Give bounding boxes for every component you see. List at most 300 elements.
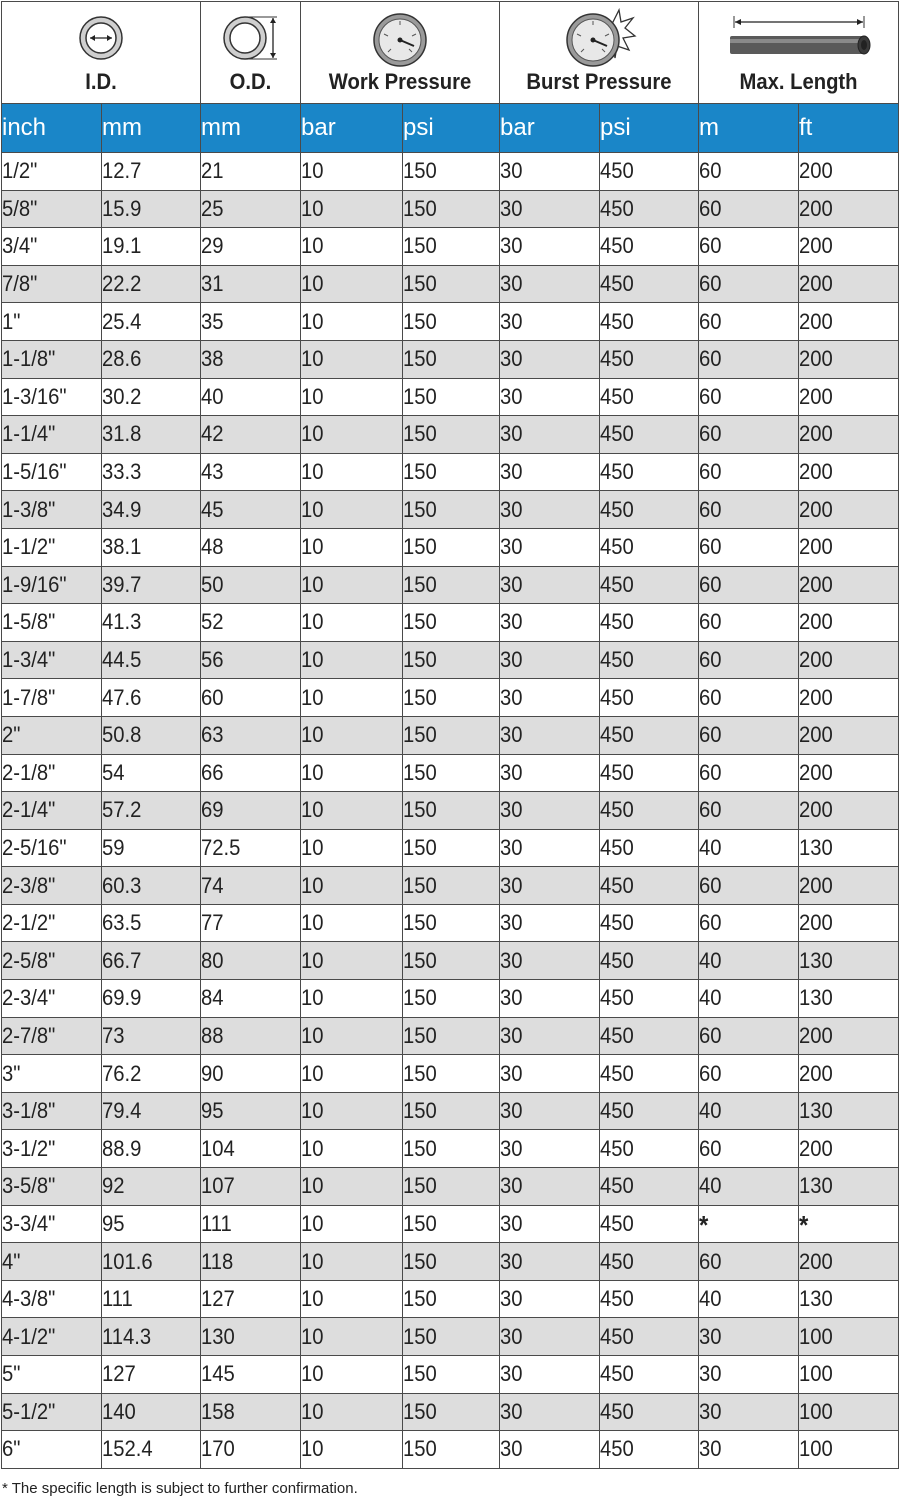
cell-value: 45 [201, 496, 224, 522]
cell-value: 150 [403, 1248, 437, 1274]
cell-work-bar [301, 1205, 403, 1243]
header-id [2, 2, 201, 104]
outer-diameter-ring-icon [211, 8, 291, 68]
cell-value: 63.5 [102, 910, 142, 936]
cell-value: 30 [500, 910, 523, 936]
cell-inch [2, 942, 102, 980]
cell-burst-bar [500, 491, 600, 529]
cell-value: 2-1/4" [2, 797, 56, 823]
cell-work-psi [403, 453, 500, 491]
cell-value: 30 [500, 534, 523, 560]
cell-value: 10 [301, 1098, 324, 1124]
cell-value: 40 [201, 383, 224, 409]
cell-value: 150 [403, 308, 437, 334]
cell-length-m [699, 303, 799, 341]
cell-work-bar [301, 416, 403, 454]
cell-value: 450 [600, 1022, 634, 1048]
cell-value: 150 [403, 233, 437, 259]
cell-work-psi [403, 1393, 500, 1431]
unit-burst-bar: bar [500, 104, 600, 153]
table-row [2, 1356, 899, 1394]
cell-value: 60 [699, 1248, 722, 1274]
cell-burst-bar [500, 265, 600, 303]
cell-value: 200 [799, 158, 833, 184]
cell-value: 10 [301, 722, 324, 748]
cell-burst-psi [600, 679, 699, 717]
cell-value: 38.1 [102, 534, 142, 560]
cell-length-ft [799, 416, 899, 454]
cell-inch [2, 1431, 102, 1469]
unit-burst-psi: psi [600, 104, 699, 153]
header-row [2, 2, 899, 104]
cell-work-bar [301, 1318, 403, 1356]
cell-burst-psi [600, 265, 699, 303]
cell-value: 2-5/16" [2, 834, 67, 860]
cell-value: 150 [403, 1323, 437, 1349]
cell-burst-psi [600, 340, 699, 378]
cell-value: 30 [500, 1060, 523, 1086]
cell-value: 450 [600, 797, 634, 823]
cell-value: 10 [301, 910, 324, 936]
cell-value: 40 [699, 1173, 722, 1199]
cell-work-bar [301, 754, 403, 792]
cell-value: 60.3 [102, 872, 142, 898]
cell-value: 150 [403, 684, 437, 710]
cell-value: 150 [403, 797, 437, 823]
cell-value: 200 [799, 534, 833, 560]
cell-value: 145 [201, 1361, 235, 1387]
cell-od-mm [201, 1092, 301, 1130]
cell-work-psi [403, 153, 500, 191]
table-row [2, 416, 899, 454]
cell-work-psi [403, 754, 500, 792]
cell-value: 30 [500, 421, 523, 447]
cell-value: * [699, 1210, 709, 1241]
cell-id-mm [102, 1356, 201, 1394]
cell-burst-bar [500, 416, 600, 454]
cell-id-mm [102, 378, 201, 416]
cell-value: 60 [201, 684, 224, 710]
cell-value: 30.2 [102, 383, 142, 409]
cell-burst-bar [500, 1017, 600, 1055]
cell-burst-bar [500, 980, 600, 1018]
cell-burst-bar [500, 1092, 600, 1130]
cell-value: 150 [403, 195, 437, 221]
cell-value: 150 [403, 1398, 437, 1424]
cell-value: 38 [201, 346, 224, 372]
cell-value: 29 [201, 233, 224, 259]
cell-inch [2, 528, 102, 566]
cell-burst-bar [500, 453, 600, 491]
cell-value: 10 [301, 759, 324, 785]
cell-length-m [699, 1356, 799, 1394]
cell-value: 200 [799, 684, 833, 710]
cell-length-ft [799, 378, 899, 416]
cell-value: 31.8 [102, 421, 142, 447]
cell-value: 3-3/4" [2, 1210, 56, 1236]
cell-length-m [699, 1205, 799, 1243]
cell-value: 150 [403, 1022, 437, 1048]
cell-work-bar [301, 904, 403, 942]
cell-burst-psi [600, 1130, 699, 1168]
cell-value: 450 [600, 910, 634, 936]
table-row [2, 641, 899, 679]
cell-value: 95 [201, 1098, 224, 1124]
cell-work-bar [301, 190, 403, 228]
cell-value: 2" [2, 722, 21, 748]
cell-inch [2, 1280, 102, 1318]
cell-value: 30 [500, 1361, 523, 1387]
cell-length-m [699, 265, 799, 303]
cell-value: 30 [500, 1323, 523, 1349]
cell-inch [2, 867, 102, 905]
cell-inch [2, 416, 102, 454]
table-row [2, 190, 899, 228]
cell-value: 2-5/8" [2, 947, 56, 973]
cell-work-psi [403, 265, 500, 303]
cell-value: 40 [699, 1098, 722, 1124]
cell-value: 69 [201, 797, 224, 823]
cell-length-ft [799, 153, 899, 191]
cell-value: 200 [799, 1248, 833, 1274]
cell-burst-bar [500, 641, 600, 679]
cell-value: 2-1/8" [2, 759, 56, 785]
cell-value: 450 [600, 1323, 634, 1349]
header-burst-pressure-label: Burst Pressure [526, 69, 672, 94]
cell-value: 1/2" [2, 158, 38, 184]
cell-work-psi [403, 792, 500, 830]
cell-value: 5" [2, 1361, 21, 1387]
cell-value: 77 [201, 910, 224, 936]
cell-od-mm [201, 1393, 301, 1431]
cell-value: 42 [201, 421, 224, 447]
cell-burst-bar [500, 1130, 600, 1168]
cell-value: 150 [403, 947, 437, 973]
cell-value: 5/8" [2, 195, 38, 221]
table-row [2, 1092, 899, 1130]
cell-length-ft [799, 1205, 899, 1243]
cell-value: 31 [201, 271, 224, 297]
header-od [201, 2, 301, 104]
cell-work-psi [403, 1356, 500, 1394]
cell-value: 450 [600, 1210, 634, 1236]
cell-length-ft [799, 566, 899, 604]
cell-work-psi [403, 641, 500, 679]
cell-value: 1-1/2" [2, 534, 56, 560]
cell-value: 66 [201, 759, 224, 785]
cell-value: 450 [600, 308, 634, 334]
cell-value: 10 [301, 233, 324, 259]
table-row [2, 1318, 899, 1356]
cell-length-m [699, 378, 799, 416]
cell-value: 1-1/4" [2, 421, 56, 447]
cell-value: 200 [799, 872, 833, 898]
cell-length-ft [799, 1055, 899, 1093]
cell-work-psi [403, 378, 500, 416]
table-row [2, 1393, 899, 1431]
cell-value: 60 [699, 459, 722, 485]
cell-burst-psi [600, 1356, 699, 1394]
cell-burst-psi [600, 641, 699, 679]
table-row [2, 1017, 899, 1055]
cell-value: 40 [699, 947, 722, 973]
cell-burst-psi [600, 1205, 699, 1243]
cell-burst-psi [600, 416, 699, 454]
cell-value: 10 [301, 346, 324, 372]
cell-value: 30 [500, 1173, 523, 1199]
cell-work-bar [301, 1168, 403, 1206]
cell-length-ft [799, 228, 899, 266]
table-row [2, 867, 899, 905]
cell-value: 73 [102, 1022, 125, 1048]
cell-value: 450 [600, 1098, 634, 1124]
cell-value: 80 [201, 947, 224, 973]
cell-value: 30 [500, 571, 523, 597]
cell-length-m [699, 491, 799, 529]
cell-work-bar [301, 1092, 403, 1130]
cell-value: 150 [403, 722, 437, 748]
cell-length-ft [799, 1017, 899, 1055]
cell-value: 15.9 [102, 195, 142, 221]
cell-value: 60 [699, 158, 722, 184]
cell-value: 44.5 [102, 647, 142, 673]
cell-value: 200 [799, 308, 833, 334]
cell-value: 450 [600, 684, 634, 710]
cell-inch [2, 378, 102, 416]
unit-work-bar: bar [301, 104, 403, 153]
cell-value: 450 [600, 1248, 634, 1274]
cell-od-mm [201, 980, 301, 1018]
cell-value: 30 [500, 233, 523, 259]
cell-value: 100 [799, 1361, 833, 1387]
header-work-pressure-label: Work Pressure [328, 69, 472, 94]
cell-inch [2, 1092, 102, 1130]
cell-od-mm [201, 528, 301, 566]
cell-od-mm [201, 1055, 301, 1093]
cell-value: 79.4 [102, 1098, 142, 1124]
cell-value: 118 [201, 1248, 234, 1274]
cell-work-bar [301, 679, 403, 717]
cell-value: 30 [500, 1022, 523, 1048]
cell-burst-bar [500, 190, 600, 228]
cell-value: 3-5/8" [2, 1173, 56, 1199]
cell-value: 60 [699, 647, 722, 673]
cell-inch [2, 491, 102, 529]
unit-id-mm: mm [102, 104, 201, 153]
cell-value: 30 [500, 1286, 523, 1312]
cell-value: 10 [301, 308, 324, 334]
cell-value: 6" [2, 1436, 21, 1462]
pressure-gauge-icon [370, 8, 430, 72]
cell-value: 30 [500, 195, 523, 221]
cell-value: 60 [699, 195, 722, 221]
table-row [2, 340, 899, 378]
cell-length-m [699, 190, 799, 228]
cell-work-bar [301, 829, 403, 867]
cell-value: 39.7 [102, 571, 142, 597]
cell-work-psi [403, 716, 500, 754]
cell-value: 30 [500, 346, 523, 372]
cell-work-bar [301, 1017, 403, 1055]
cell-value: 30 [699, 1436, 722, 1462]
cell-inch [2, 190, 102, 228]
cell-value: 200 [799, 797, 833, 823]
cell-id-mm [102, 1017, 201, 1055]
table-row [2, 1243, 899, 1281]
cell-inch [2, 1168, 102, 1206]
cell-work-bar [301, 303, 403, 341]
cell-inch [2, 1055, 102, 1093]
cell-value: 10 [301, 647, 324, 673]
table-row [2, 491, 899, 529]
cell-id-mm [102, 1168, 201, 1206]
cell-value: 5-1/2" [2, 1398, 56, 1424]
cell-work-bar [301, 265, 403, 303]
cell-od-mm [201, 190, 301, 228]
cell-value: 60 [699, 797, 722, 823]
cell-length-m [699, 829, 799, 867]
cell-value: 1-3/4" [2, 647, 56, 673]
cell-burst-psi [600, 716, 699, 754]
cell-value: 450 [600, 158, 634, 184]
cell-burst-bar [500, 942, 600, 980]
cell-value: 60 [699, 759, 722, 785]
cell-value: 200 [799, 759, 833, 785]
cell-id-mm [102, 754, 201, 792]
cell-value: 90 [201, 1060, 224, 1086]
cell-value: 200 [799, 421, 833, 447]
unit-inch: inch [2, 104, 102, 153]
cell-value: 34.9 [102, 496, 142, 522]
cell-value: 114.3 [102, 1323, 152, 1349]
cell-od-mm [201, 754, 301, 792]
cell-value: 2-3/8" [2, 872, 56, 898]
cell-length-m [699, 1130, 799, 1168]
cell-burst-psi [600, 1055, 699, 1093]
cell-length-ft [799, 980, 899, 1018]
cell-inch [2, 980, 102, 1018]
cell-length-m [699, 1280, 799, 1318]
cell-value: 40 [699, 1286, 722, 1312]
cell-value: 4" [2, 1248, 21, 1274]
cell-inch [2, 265, 102, 303]
cell-id-mm [102, 340, 201, 378]
table-row [2, 303, 899, 341]
cell-work-psi [403, 1205, 500, 1243]
cell-burst-psi [600, 153, 699, 191]
cell-value: 60 [699, 496, 722, 522]
cell-length-ft [799, 1243, 899, 1281]
table-row [2, 528, 899, 566]
cell-value: 60 [699, 722, 722, 748]
cell-value: 10 [301, 1022, 324, 1048]
cell-id-mm [102, 867, 201, 905]
cell-burst-psi [600, 1431, 699, 1469]
cell-length-ft [799, 491, 899, 529]
cell-burst-bar [500, 867, 600, 905]
cell-value: 200 [799, 609, 833, 635]
table-row [2, 904, 899, 942]
cell-burst-psi [600, 378, 699, 416]
cell-length-m [699, 1431, 799, 1469]
cell-value: 30 [500, 722, 523, 748]
table-row [2, 153, 899, 191]
cell-id-mm [102, 641, 201, 679]
unit-row [2, 104, 899, 153]
cell-burst-psi [600, 792, 699, 830]
cell-value: 130 [799, 947, 833, 973]
cell-od-mm [201, 942, 301, 980]
cell-value: 200 [799, 346, 833, 372]
cell-value: 48 [201, 534, 224, 560]
cell-id-mm [102, 942, 201, 980]
cell-value: 30 [500, 496, 523, 522]
cell-inch [2, 1356, 102, 1394]
unit-length-ft: ft [799, 104, 899, 153]
cell-value: 450 [600, 759, 634, 785]
cell-od-mm [201, 679, 301, 717]
cell-value: 59 [102, 834, 125, 860]
cell-work-psi [403, 904, 500, 942]
cell-value: 84 [201, 985, 224, 1011]
cell-burst-psi [600, 1280, 699, 1318]
cell-value: 63 [201, 722, 224, 748]
cell-value: 10 [301, 1248, 324, 1274]
cell-work-psi [403, 1017, 500, 1055]
header-work-pressure [301, 2, 500, 104]
cell-inch [2, 904, 102, 942]
cell-length-ft [799, 904, 899, 942]
cell-value: 30 [699, 1398, 722, 1424]
cell-value: 10 [301, 609, 324, 635]
cell-value: 150 [403, 534, 437, 560]
cell-burst-bar [500, 1280, 600, 1318]
cell-inch [2, 340, 102, 378]
cell-value: 10 [301, 1436, 324, 1462]
cell-value: 69.9 [102, 985, 142, 1011]
cell-od-mm [201, 1017, 301, 1055]
cell-burst-psi [600, 1168, 699, 1206]
cell-value: 200 [799, 496, 833, 522]
cell-value: 450 [600, 947, 634, 973]
cell-value: 450 [600, 459, 634, 485]
cell-length-ft [799, 1393, 899, 1431]
cell-inch [2, 1318, 102, 1356]
cell-value: 10 [301, 459, 324, 485]
table-row [2, 1168, 899, 1206]
cell-work-bar [301, 1130, 403, 1168]
cell-id-mm [102, 491, 201, 529]
cell-value: 60 [699, 910, 722, 936]
cell-length-ft [799, 265, 899, 303]
header-max-length [699, 2, 899, 104]
cell-length-ft [799, 641, 899, 679]
cell-inch [2, 1205, 102, 1243]
cell-value: 40 [699, 834, 722, 860]
table-row [2, 228, 899, 266]
cell-value: 10 [301, 684, 324, 710]
cell-length-ft [799, 1280, 899, 1318]
cell-work-psi [403, 1431, 500, 1469]
cell-length-m [699, 716, 799, 754]
cell-value: 10 [301, 496, 324, 522]
table-row [2, 754, 899, 792]
cell-value: 150 [403, 1436, 437, 1462]
cell-value: 200 [799, 271, 833, 297]
cell-id-mm [102, 829, 201, 867]
cell-value: 450 [600, 985, 634, 1011]
cell-value: 60 [699, 383, 722, 409]
